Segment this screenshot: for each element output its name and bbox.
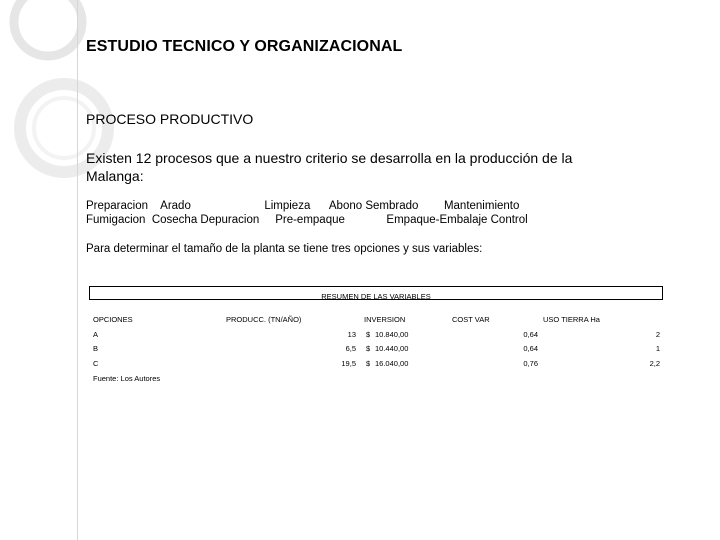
header-cost-var: COST VAR bbox=[452, 315, 490, 324]
cell-currency: $ bbox=[366, 359, 371, 368]
table-footnote: Fuente: Los Autores bbox=[93, 374, 161, 383]
section-subtitle: PROCESO PRODUCTIVO bbox=[86, 111, 254, 127]
cell-opcion: B bbox=[93, 344, 99, 353]
cell-cost-var: 0,64 bbox=[523, 344, 538, 353]
cell-opcion: C bbox=[93, 359, 99, 368]
process-list-line-1: Preparacion Arado Limpieza Abono Sembrado Mantenimiento bbox=[86, 200, 520, 212]
slide-title: ESTUDIO TECNICO Y ORGANIZACIONAL bbox=[86, 38, 403, 55]
decorative-circles bbox=[0, 0, 140, 540]
header-inversion: INVERSION bbox=[364, 315, 406, 324]
cell-produccion: 6,5 bbox=[345, 344, 356, 353]
header-opciones: OPCIONES bbox=[93, 315, 133, 324]
cell-currency: $ bbox=[366, 344, 371, 353]
table-title: RESUMEN DE LAS VARIABLES bbox=[321, 292, 431, 301]
process-list-line-2: Fumigacion Cosecha Depuracion Pre-empaque Empaque-Embalaje Control bbox=[86, 214, 528, 226]
cell-opcion: A bbox=[93, 330, 99, 339]
cell-inversion: 10.440,00 bbox=[375, 344, 409, 353]
cell-uso-tierra: 2 bbox=[655, 330, 660, 339]
size-note: Para determinar el tamaño de la planta se tiene tres opciones y sus variables: bbox=[86, 243, 483, 255]
vertical-divider bbox=[77, 0, 78, 540]
header-produccion: PRODUCC. (TN/AÑO) bbox=[226, 315, 302, 324]
cell-uso-tierra: 2,2 bbox=[649, 359, 660, 368]
cell-uso-tierra: 1 bbox=[655, 344, 660, 353]
cell-cost-var: 0,64 bbox=[523, 330, 538, 339]
cell-produccion: 19,5 bbox=[341, 359, 356, 368]
cell-produccion: 13 bbox=[347, 330, 356, 339]
intro-paragraph: Existen 12 procesos que a nuestro criterio se desarrolla en la producción de la Malanga: bbox=[86, 150, 573, 184]
header-uso-tierra: USO TIERRA Ha bbox=[543, 315, 600, 324]
cell-inversion: 16.040,00 bbox=[375, 359, 409, 368]
cell-cost-var: 0,76 bbox=[523, 359, 538, 368]
cell-currency: $ bbox=[366, 330, 371, 339]
cell-inversion: 10.840,00 bbox=[375, 330, 409, 339]
